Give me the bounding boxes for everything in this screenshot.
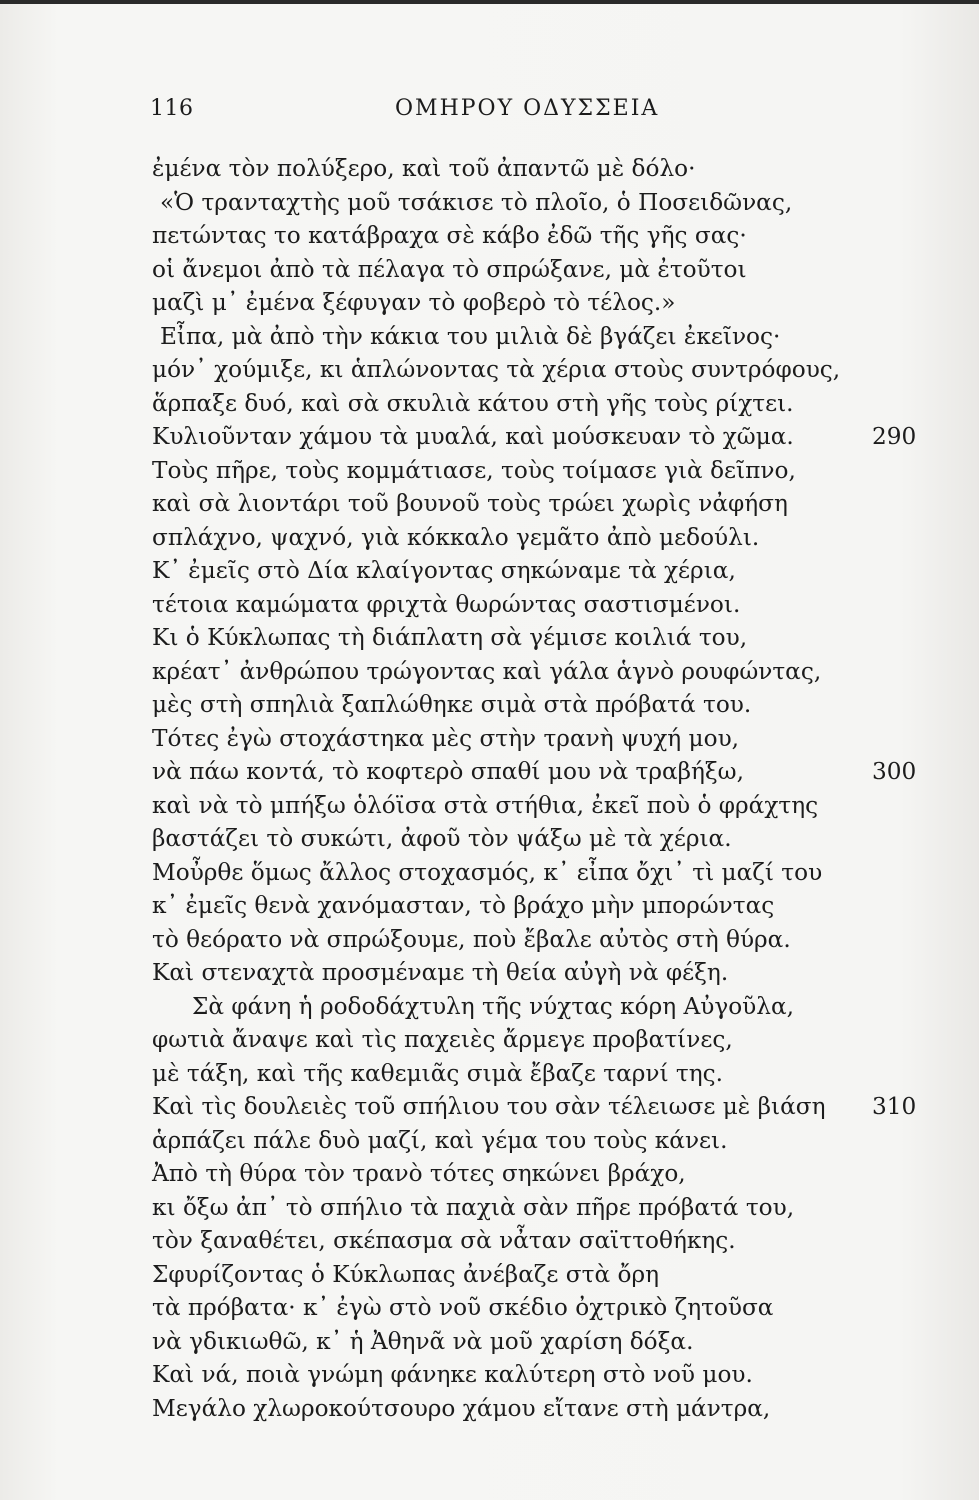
verse-text: Καὶ στεναχτὰ προσμέναμε τὴ θεία αὐγὴ νὰ φέξη. xyxy=(152,959,729,986)
verse-text: Μοὖρθε ὅμως ἄλλος στοχασμός, κ᾽ εἶπα ὄχι᾽ τὶ μαζί του xyxy=(152,858,823,886)
verse-line xyxy=(152,521,932,555)
verse-text: Μεγάλο χλωροκούτσουρο χάμου εἴτανε στὴ μάντρα, xyxy=(152,1394,771,1422)
verse-line xyxy=(152,387,932,421)
verse-line xyxy=(152,655,932,689)
verse-line xyxy=(152,1157,932,1191)
verse-line xyxy=(152,253,932,287)
verse-text: Κ᾽ ἐμεῖς στὸ Δία κλαίγοντας σηκώναμε τὰ χέρια, xyxy=(152,557,736,584)
verse-text: τὸ θεόρατο νὰ σπρώξουμε, ποὺ ἔβαλε αὐτὸς στὴ θύρα. xyxy=(152,925,791,953)
verse-text: κ᾽ ἐμεῖς θενὰ χανόμασταν, τὸ βράχο μὴν μπορώντας xyxy=(152,892,775,919)
verse-block xyxy=(152,152,932,1425)
verse-text: μαζὶ μ᾽ ἐμένα ξέφυγαν τὸ φοβερὸ τὸ τέλος.» xyxy=(152,289,676,316)
verse-line xyxy=(152,186,932,220)
line-number: 310 xyxy=(872,1093,917,1120)
verse-text: Καὶ νά, ποιὰ γνώμη φάνηκε καλύτερη στὸ νοῦ μου. xyxy=(152,1361,753,1388)
verse-line xyxy=(152,822,932,856)
verse-text: κι ὄξω ἀπ᾽ τὸ σπήλιο τὰ παχιὰ σὰν πῆρε πρόβατά του, xyxy=(152,1193,795,1221)
verse-line xyxy=(152,1325,932,1359)
verse-text: Τοὺς πῆρε, τοὺς κομμάτιασε, τοὺς τοίμασε γιὰ δεῖπνο, xyxy=(152,456,796,484)
verse-line xyxy=(152,1291,932,1325)
verse-line xyxy=(152,219,932,253)
line-number: 290 xyxy=(872,423,917,450)
verse-line xyxy=(152,856,932,890)
line-number: 300 xyxy=(872,758,917,785)
verse-text: ἐμένα τὸν πολύξερο, καὶ τοῦ ἀπαντῶ μὲ δόλο· xyxy=(152,155,696,182)
verse-line xyxy=(152,621,932,655)
running-title: ΟΜΗΡΟΥ ΟΔΥΣΣΕΙΑ xyxy=(395,96,660,121)
verse-text: μὲς στὴ σπηλιὰ ξαπλώθηκε σιμὰ στὰ πρόβατά του. xyxy=(152,691,752,718)
verse-text: καὶ νὰ τὸ μπήξω ὁλόϊσα στὰ στήθια, ἐκεῖ ποὺ ὁ φράχτης xyxy=(152,791,819,819)
verse-line xyxy=(152,286,932,320)
verse-line xyxy=(152,889,932,923)
verse-text: Καὶ τὶς δουλειὲς τοῦ σπήλιου του σὰν τέλειωσε μὲ βιάση xyxy=(152,1093,826,1120)
verse-text: τὰ πρόβατα· κ᾽ ἐγὼ στὸ νοῦ σκέδιο ὀχτρικὸ ζητοῦσα xyxy=(152,1294,774,1321)
verse-line xyxy=(152,1258,932,1292)
verse-line xyxy=(152,755,932,789)
verse-line xyxy=(152,420,932,454)
scan-edge xyxy=(0,0,979,4)
verse-line xyxy=(152,1358,932,1392)
verse-line xyxy=(152,487,932,521)
verse-line xyxy=(152,688,932,722)
verse-line xyxy=(152,923,932,957)
verse-line xyxy=(152,956,932,990)
verse-text: σπλάχνο, ψαχνό, γιὰ κόκκαλο γεμᾶτο ἀπὸ μεδούλι. xyxy=(152,523,760,551)
verse-line xyxy=(152,722,932,756)
verse-line xyxy=(152,1392,932,1426)
page-header xyxy=(0,96,979,130)
verse-line xyxy=(152,1090,932,1124)
verse-line xyxy=(152,554,932,588)
verse-text: Ἀπὸ τὴ θύρα τὸν τρανὸ τότες σηκώνει βράχο, xyxy=(152,1160,686,1187)
verse-line xyxy=(152,990,932,1024)
verse-line xyxy=(152,454,932,488)
verse-text: κρέατ᾽ ἀνθρώπου τρώγοντας καὶ γάλα ἁγνὸ ρουφώντας, xyxy=(152,657,822,685)
verse-text: Σφυρίζοντας ὁ Κύκλωπας ἀνέβαζε στὰ ὄρη xyxy=(152,1260,659,1288)
verse-text: νὰ γδικιωθῶ, κ᾽ ἡ Ἀθηνᾶ νὰ μοῦ χαρίση δόξα. xyxy=(152,1327,694,1355)
verse-text: Κυλιοῦνταν χάμου τὰ μυαλά, καὶ μούσκευαν τὸ χῶμα. xyxy=(152,423,794,450)
verse-text: πετώντας το κατάβραχα σὲ κάβο ἐδῶ τῆς γῆς σας· xyxy=(152,222,747,249)
verse-text: τέτοια καμώματα φριχτὰ θωρώντας σαστισμένοι. xyxy=(152,590,741,618)
verse-text: Τότες ἐγὼ στοχάστηκα μὲς στὴν τρανὴ ψυχή μου, xyxy=(152,724,740,752)
verse-text: μόν᾽ χούμιξε, κι ἁπλώνοντας τὰ χέρια στοὺς συντρόφους, xyxy=(152,356,841,383)
verse-text: Εἶπα, μὰ ἀπὸ τὴν κάκια του μιλιὰ δὲ βγάζει ἐκεῖνος· xyxy=(160,322,781,350)
verse-line xyxy=(152,1124,932,1158)
verse-text: νὰ πάω κοντά, τὸ κοφτερὸ σπαθί μου νὰ τραβήξω, xyxy=(152,758,744,785)
verse-line xyxy=(152,353,932,387)
verse-text: βαστάζει τὸ συκώτι, ἀφοῦ τὸν ψάξω μὲ τὰ χέρια. xyxy=(152,825,732,852)
verse-line xyxy=(152,1191,932,1225)
verse-line xyxy=(152,152,932,186)
verse-text: ἁρπάζει πάλε δυὸ μαζί, καὶ γέμα του τοὺς κάνει. xyxy=(152,1126,728,1154)
verse-text: φωτιὰ ἄναψε καὶ τὶς παχειὲς ἄρμεγε προβατίνες, xyxy=(152,1026,733,1053)
verse-text: καὶ σὰ λιοντάρι τοῦ βουνοῦ τοὺς τρώει χωρὶς νἀφήση xyxy=(152,490,788,517)
verse-line xyxy=(152,789,932,823)
verse-text: τὸν ξαναθέτει, σκέπασμα σὰ νἆταν σαϊττοθήκης. xyxy=(152,1227,736,1254)
verse-text: οἱ ἄνεμοι ἀπὸ τὰ πέλαγα τὸ σπρώξανε, μὰ ἐτοῦτοι xyxy=(152,255,747,283)
verse-text: Κι ὁ Κύκλωπας τὴ διάπλατη σὰ γέμισε κοιλιά του, xyxy=(152,624,748,651)
verse-text: Σὰ φάνη ἡ ροδοδάχτυλη τῆς νύχτας κόρη Αὐγοῦλα, xyxy=(192,992,794,1020)
verse-text: μὲ τάξη, καὶ τῆς καθεμιᾶς σιμὰ ἔβαζε ταρνί της. xyxy=(152,1059,723,1087)
page-number: 116 xyxy=(150,96,194,121)
verse-line xyxy=(152,320,932,354)
verse-line xyxy=(152,1057,932,1091)
verse-line xyxy=(152,588,932,622)
verse-text: ἅρπαξε δυό, καὶ σὰ σκυλιὰ κάτου στὴ γῆς τοὺς ρίχτει. xyxy=(152,389,794,417)
verse-line xyxy=(152,1224,932,1258)
verse-text: «Ὁ τρανταχτὴς μοῦ τσάκισε τὸ πλοῖο, ὁ Ποσειδῶνας, xyxy=(160,188,793,216)
verse-line xyxy=(152,1023,932,1057)
